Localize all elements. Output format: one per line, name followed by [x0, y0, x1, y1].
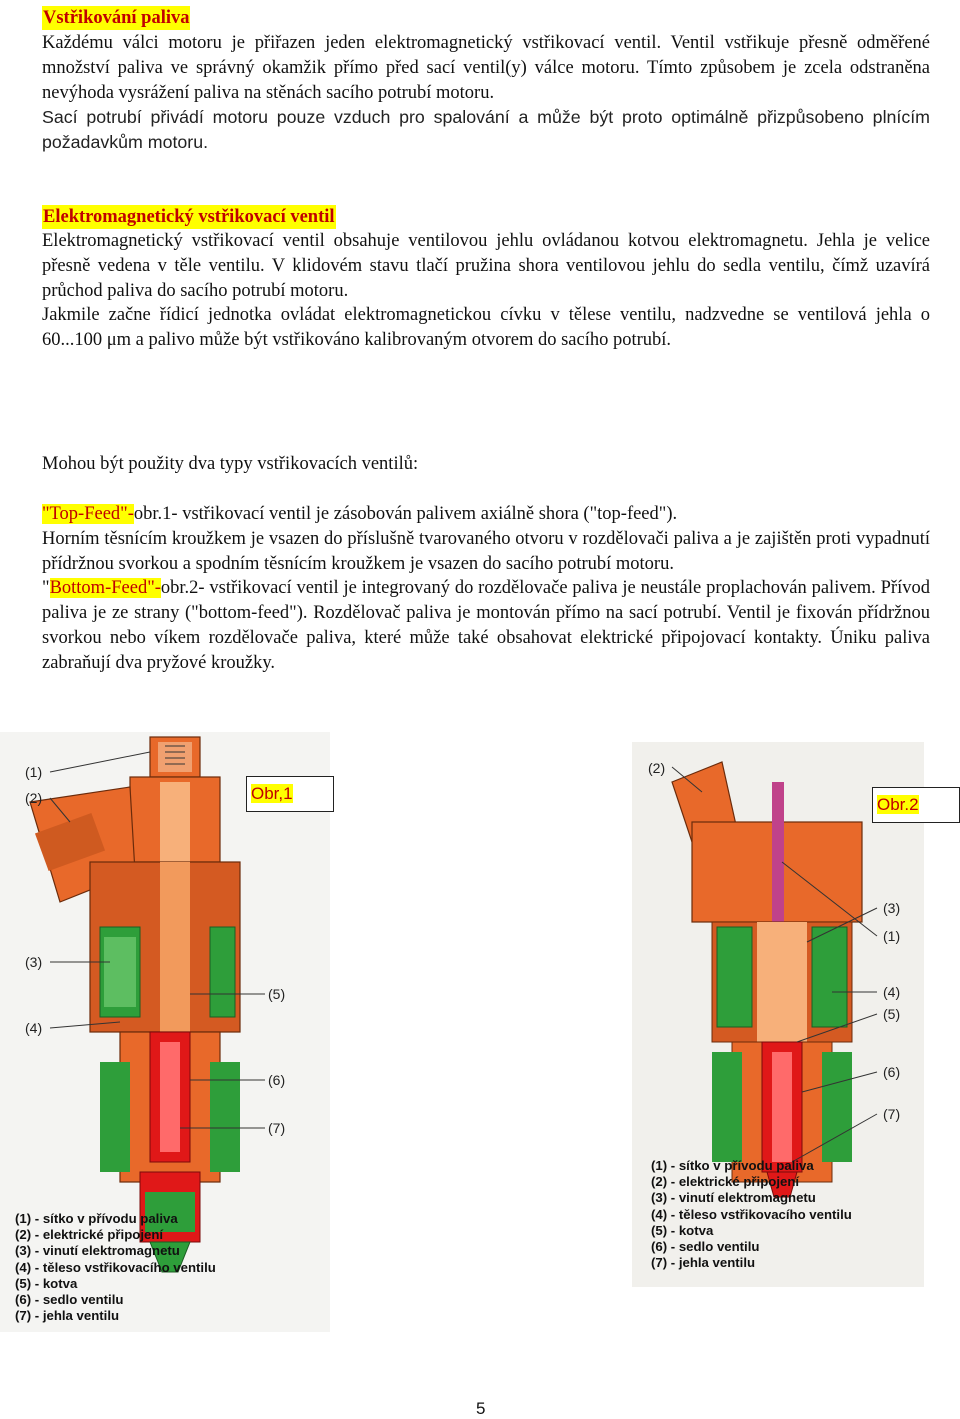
legend-item: (4) - těleso vstřikovacího ventilu	[15, 1259, 216, 1275]
section-title-valve: Elektromagnetický vstřikovací ventil	[43, 207, 335, 227]
fig2-marker-3: (3)	[883, 900, 901, 916]
paragraph-valve-1b: V klidovém stavu tlačí pružina shora ventilovou jehlu do sedla ventilu, čímž uzavírá průchod paliva do sacího potrubí motoru.	[42, 255, 930, 301]
fig1-marker-1: (1)	[25, 764, 43, 780]
fig2-marker-4: (4)	[883, 984, 901, 1000]
figure1-caption	[246, 776, 334, 812]
fig1-marker-2: (2)	[25, 790, 43, 806]
paragraph-bottom-feed	[42, 576, 930, 675]
legend-item: (7) - jehla ventilu	[651, 1255, 756, 1271]
bottom-feed-text: obr.2- vstřikovací ventil je integrovaný do rozdělovače paliva je neustále proplachován palivem. Přívod paliva je ze strany ("bottom-feed"). Rozdělovač paliva je montován přímo na sací potrubí. Ventil je fixován přídržnou svorkou nebo víkem rozdělovače paliva, které může také obsahovat elektrické připojovací kontakty. Úniku paliva zabraňují dva pryžové kroužky.	[42, 578, 930, 673]
legend-item: (5) - kotva	[651, 1222, 714, 1238]
fig2-marker-1: (1)	[883, 928, 901, 944]
fig1-marker-6: (6)	[268, 1072, 286, 1088]
section-body-types	[42, 502, 930, 676]
legend-item: (2) - elektrické připojení	[15, 1227, 164, 1243]
fig2-marker-2: (2)	[648, 760, 666, 776]
legend-item: (6) - sedlo ventilu	[651, 1239, 760, 1255]
fig2-marker-6: (6)	[883, 1064, 901, 1080]
paragraph-valve-2: Jakmile začne řídicí jednotka ovládat elektromagnetickou cívku v tělese ventilu, nadzvedne se ventilová jehla o 60...100 μm a palivo může být vstřikováno kalibrovaným otvorem do sacího potrubí.	[42, 305, 930, 351]
section-title-injection: Vstřikování paliva	[43, 8, 190, 28]
fig1-marker-4: (4)	[25, 1020, 43, 1036]
paragraph-top-feed	[42, 502, 930, 527]
legend-item: (6) - sedlo ventilu	[15, 1292, 124, 1308]
figure1-legend	[15, 1211, 216, 1324]
fig1-marker-7: (7)	[268, 1120, 286, 1136]
bottom-feed-quote: "	[42, 578, 50, 599]
legend-item: (1) - sítko v přívodu paliva	[15, 1211, 178, 1226]
paragraph-injection-1: Každému válci motoru je přiřazen jeden elektromagnetický vstřikovací ventil. Ventil vstřikuje přesně odměřené množství paliva ve správný okamžik přímo před sací ventil(y) válce motoru. Tímto způsobem je zcela odstraněna nevýhoda vysrážení paliva na stěnách sacího potrubí motoru.	[42, 33, 930, 103]
top-feed-label: "Top-Feed"-	[42, 504, 134, 524]
figure2-caption	[872, 787, 960, 823]
types-intro: Mohou být použity dva typy vstřikovacích ventilů:	[42, 454, 419, 474]
page-number: 5	[476, 1399, 486, 1418]
fig2-marker-7: (7)	[883, 1106, 901, 1122]
legend-item: (7) - jehla ventilu	[15, 1308, 120, 1324]
legend-item: (5) - kotva	[15, 1275, 78, 1291]
top-feed-text: obr.1- vstřikovací ventil je zásobován palivem axiálně shora ("top-feed").	[133, 504, 678, 524]
legend-item: (4) - těleso vstřikovacího ventilu	[651, 1206, 852, 1222]
fig1-marker-3: (3)	[25, 954, 43, 970]
section-body-valve	[42, 229, 930, 353]
legend-item: (1) - sítko v přívodu paliva	[651, 1158, 814, 1173]
paragraph-valve-1a: Elektromagnetický vstřikovací ventil obsahuje ventilovou jehlu ovládanou kotvou elektromagnetu. Jehla je velice přesně vedena v těle ventilu.	[42, 231, 930, 276]
paragraph-injection-2: Sací potrubí přivádí motoru pouze vzduch pro spalování a může být proto optimálně přizpůsobeno plnícím požadavkům motoru.	[42, 107, 930, 153]
fig1-marker-5: (5)	[268, 986, 286, 1002]
legend-item: (2) - elektrické připojení	[651, 1174, 800, 1190]
fig2-marker-5: (5)	[883, 1006, 901, 1022]
legend-item: (3) - vinutí elektromagnetu	[15, 1243, 180, 1259]
bottom-feed-label: Bottom-Feed"-	[49, 578, 161, 599]
figure2-caption-text: Obr.2	[877, 795, 919, 814]
section-body-injection	[42, 31, 930, 155]
figure2-legend	[651, 1158, 852, 1271]
legend-item: (3) - vinutí elektromagnetu	[651, 1190, 816, 1206]
paragraph-valve-1	[42, 229, 930, 303]
figure1-caption-text: Obr,1	[251, 784, 293, 803]
paragraph-top-feed-detail: Horním těsnícím kroužkem je vsazen do příslušně tvarovaného otvoru v rozdělovači paliva a je zajištěn proti vypadnutí přídržnou svorkou a spodním těsnícím kroužkem je vsazen do sacího potrubí motoru.	[42, 528, 930, 574]
